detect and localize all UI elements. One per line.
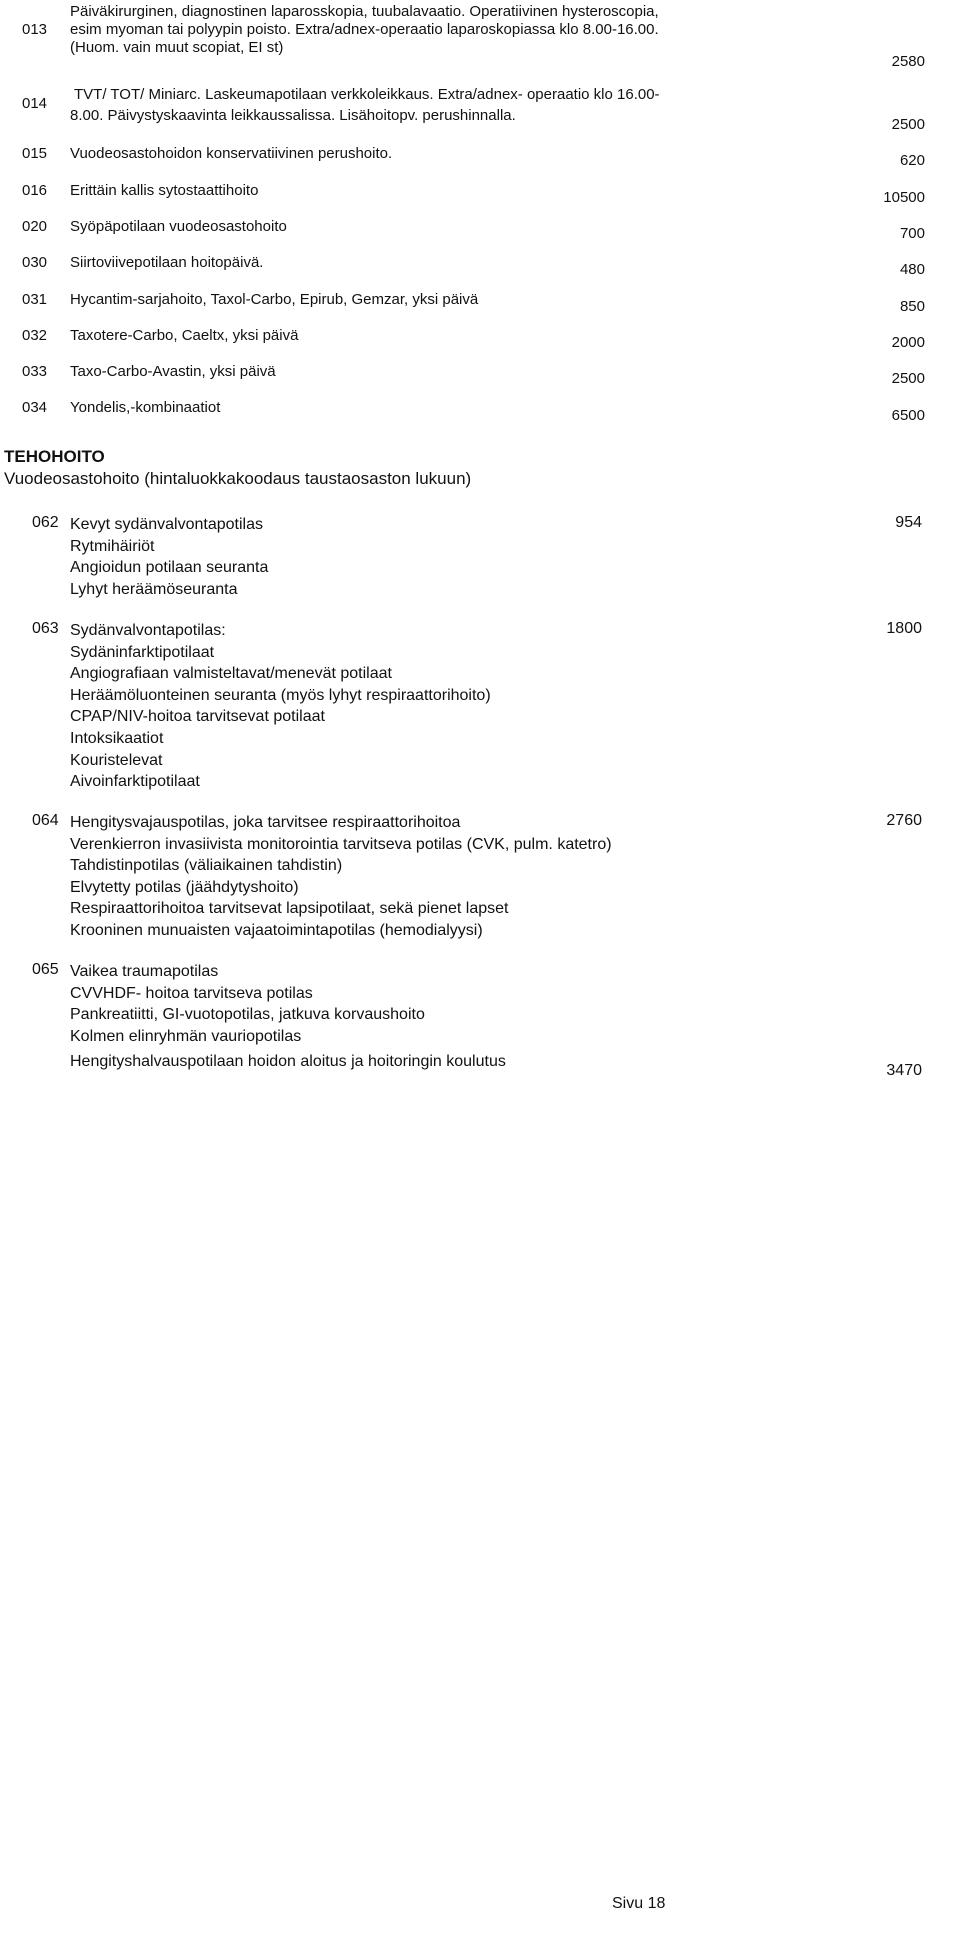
row-amount: 2580 [891, 53, 925, 70]
page-number: Sivu 18 [612, 1895, 666, 1912]
row-amount: 2500 [891, 116, 925, 133]
row-code: 016 [22, 182, 48, 199]
row-amount: 2500 [891, 370, 925, 387]
teho-row-line: CVVHDF- hoitoa tarvitseva potilas [70, 984, 313, 1002]
teho-row-code: 064 [32, 812, 59, 829]
row-code: 033 [22, 363, 48, 380]
teho-row-line: Rytmihäiriöt [70, 537, 155, 555]
teho-row-line: Vaikea traumapotilas [70, 963, 219, 980]
row-code: 014 [22, 95, 48, 112]
row-code: 031 [22, 291, 48, 308]
section-title: TEHOHOITO [4, 447, 105, 466]
row-description: Syöpäpotilaan vuodeosastohoito [70, 218, 287, 235]
teho-row-code: 062 [32, 514, 59, 531]
row-description [70, 3, 659, 57]
row-line: esim myoman tai polyypin poisto. Extra/adnex-operaatio laparoskopiassa klo 8.00-16.00. [70, 21, 659, 38]
row-code: 020 [22, 218, 48, 235]
teho-row-amount: 954 [895, 514, 922, 531]
teho-row-line: Aivoinfarktipotilaat [70, 773, 200, 791]
teho-row-amount: 2760 [886, 812, 922, 829]
row-line: (Huom. vain muut scopiat, EI st) [70, 39, 284, 56]
row-code: 032 [22, 327, 48, 344]
section-subtitle: Vuodeosastohoito (hintaluokkakoodaus taustaosaston lukuun) [4, 469, 472, 488]
row-amount: 6500 [891, 407, 925, 424]
row-description: Taxotere-Carbo, Caeltx, yksi päivä [70, 327, 299, 344]
teho-row-line: Elvytetty potilas (jäähdytyshoito) [70, 878, 299, 896]
row-amount: 2000 [891, 334, 925, 351]
teho-row-line: Krooninen munuaisten vajaatoimintapotilas (hemodialyysi) [70, 921, 483, 939]
row-description: Vuodeosastohoidon konservatiivinen perushoito. [70, 145, 393, 162]
row-code: 034 [22, 399, 48, 416]
row-description: Siirtoviivepotilaan hoitopäivä. [70, 254, 264, 271]
teho-row-description [70, 620, 491, 793]
teho-row-line: Pankreatiitti, GI-vuotopotilas, jatkuva korvaushoito [70, 1006, 425, 1024]
teho-row-line: Heräämöluonteinen seuranta (myös lyhyt respiraattorihoito) [70, 686, 491, 704]
row-code: 013 [22, 21, 48, 38]
teho-row-line: Respiraattorihoitoa tarvitsevat lapsipotilaat, sekä pienet lapset [70, 900, 509, 918]
teho-row-code: 065 [32, 961, 59, 978]
row-code: 015 [22, 145, 48, 162]
row-description: Taxo-Carbo-Avastin, yksi päivä [70, 363, 276, 380]
row-amount: 850 [899, 298, 925, 315]
teho-row-line: Verenkierron invasiivista monitorointia tarvitseva potilas (CVK, pulm. katetro) [70, 835, 612, 853]
row-line: TVT/ TOT/ Miniarc. Laskeumapotilaan verkkoleikkaus. Extra/adnex- operaatio klo 16.00- [74, 86, 660, 103]
teho-row-line: Intoksikaatiot [70, 729, 164, 747]
row-description: Hycantim-sarjahoito, Taxol-Carbo, Epirub, Gemzar, yksi päivä [70, 291, 479, 308]
teho-row-line: CPAP/NIV-hoitoa tarvitsevat potilaat [70, 708, 325, 726]
teho-row-line: Angiografiaan valmisteltavat/menevät potilaat [70, 665, 392, 683]
row-code: 030 [22, 254, 48, 271]
row-description: Yondelis,-kombinaatiot [70, 399, 221, 416]
row-amount: 480 [899, 261, 925, 278]
teho-row-amount: 1800 [886, 620, 922, 637]
row-amount: 620 [899, 152, 925, 169]
teho-row-line: Angioidun potilaan seuranta [70, 559, 269, 577]
row-amount: 700 [899, 225, 925, 242]
teho-row-line: Tahdistinpotilas (väliaikainen tahdistin) [70, 857, 343, 875]
teho-row-line: Hengityshalvauspotilaan hoidon aloitus ja hoitoringin koulutus [70, 1053, 506, 1071]
row-line: Päiväkirurginen, diagnostinen laparosskopia, tuubalavaatio. Operatiivinen hysteroscopia, [70, 3, 659, 20]
row-description [70, 86, 660, 125]
teho-row-description [70, 514, 268, 600]
teho-row-line: Kolmen elinryhmän vauriopotilas [70, 1027, 302, 1045]
teho-row-amount: 3470 [886, 1062, 922, 1079]
teho-row-line: Sydänvalvontapotilas: [70, 622, 226, 639]
teho-row-line: Kouristelevat [70, 751, 163, 769]
row-description: Erittäin kallis sytostaattihoito [70, 182, 259, 199]
teho-row-line: Sydäninfarktipotilaat [70, 643, 215, 661]
teho-row-line: Lyhyt heräämöseuranta [70, 580, 238, 598]
teho-row-line: Hengitysvajauspotilas, joka tarvitsee respiraattorihoitoa [70, 814, 461, 831]
teho-row-line: Kevyt sydänvalvontapotilas [70, 516, 263, 533]
teho-row-code: 063 [32, 620, 59, 637]
row-amount: 10500 [883, 189, 925, 206]
teho-row-description [70, 961, 506, 1073]
row-line: 8.00. Päivystyskaavinta leikkaussalissa. Lisähoitopv. perushinnalla. [70, 107, 516, 124]
teho-row-description [70, 812, 612, 942]
